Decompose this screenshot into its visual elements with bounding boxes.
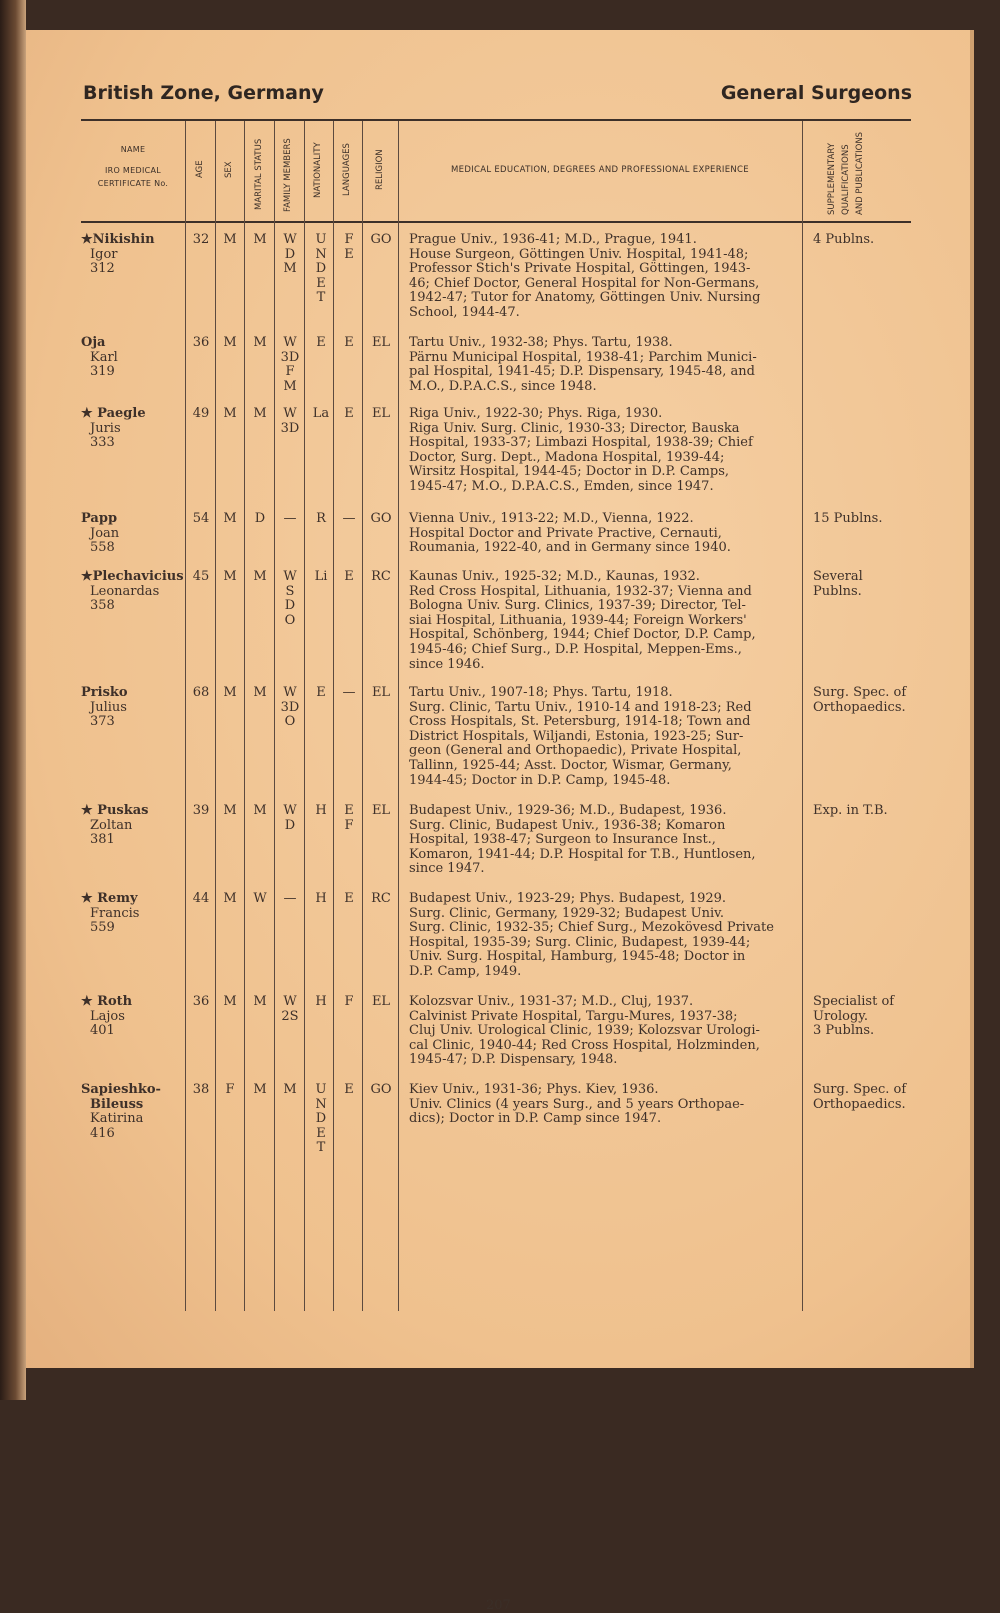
surname: ★Plechavicius — [81, 569, 184, 584]
age-cell: 49 — [192, 406, 210, 421]
education-line: Riga Univ., 1922-30; Phys. Riga, 1930. — [409, 406, 663, 421]
name-cell — [81, 570, 191, 614]
age-cell: 36 — [192, 335, 210, 350]
name-cell — [81, 336, 191, 380]
languages-cell — [337, 892, 361, 907]
col-divider — [802, 121, 803, 1311]
certificate-number: 401 — [90, 1023, 115, 1039]
education-line: House Surgeon, Göttingen Univ. Hospital, 1941-48; — [409, 246, 749, 262]
family-cell-line: W — [283, 335, 297, 350]
family-cell — [277, 570, 303, 628]
education-line: Prague Univ., 1936-41; M.D., Prague, 1941. — [409, 232, 697, 247]
col-divider — [362, 121, 363, 1311]
given-name: Katirina — [90, 1111, 144, 1127]
religion-cell: EL — [371, 803, 391, 818]
supplementary-line: 15 Publns. — [813, 511, 883, 526]
family-cell-line: 2S — [281, 1008, 299, 1024]
certificate-number: 381 — [90, 832, 115, 848]
education-line: Tartu Univ., 1907-18; Phys. Tartu, 1918. — [409, 685, 673, 700]
family-cell — [277, 804, 303, 833]
languages-cell-line: F — [344, 817, 354, 833]
education-line: M.O., D.P.A.C.S., since 1948. — [409, 378, 597, 394]
education-line: Komaron, 1941-44; D.P. Hospital for T.B., Huntlosen, — [409, 846, 756, 862]
col-head-family: FAMILY MEMBERS — [283, 138, 293, 212]
supplementary-line: Orthopaedics. — [813, 699, 906, 715]
page-number: 207 — [486, 1598, 511, 1613]
col-divider — [244, 121, 245, 1311]
certificate-number: 558 — [90, 540, 115, 556]
education-line: Cluj Univ. Urological Clinic, 1939; Kolozsvar Urologi- — [409, 1023, 760, 1039]
religion-cell: GO — [370, 511, 392, 526]
education-line: Kiev Univ., 1931-36; Phys. Kiev, 1936. — [409, 1082, 659, 1097]
surname-cont: Bileuss — [90, 1096, 144, 1112]
given-name: Juris — [90, 420, 121, 436]
family-cell-line: F — [285, 364, 295, 380]
languages-cell — [337, 995, 361, 1010]
sex-cell: M — [223, 232, 237, 247]
document-page — [26, 30, 974, 1613]
education-line: Wirsitz Hospital, 1944-45; Doctor in D.P. Camps, — [409, 464, 729, 480]
supplementary-cell — [813, 686, 923, 715]
family-cell-line: M — [283, 378, 297, 394]
supplementary-cell — [813, 233, 923, 248]
col-head-age: AGE — [195, 160, 205, 178]
nationality-cell — [308, 995, 334, 1010]
marital-cell: M — [253, 406, 267, 421]
supplementary-cell — [813, 512, 923, 527]
languages-cell-line: — — [342, 511, 356, 526]
family-cell-line: — — [283, 891, 297, 906]
age-cell: 54 — [192, 511, 210, 526]
marital-cell: M — [253, 569, 267, 584]
education-cell — [409, 336, 797, 394]
given-name: Joan — [90, 525, 120, 541]
surname: Prisko — [81, 685, 128, 700]
religion-cell: EL — [371, 335, 391, 350]
name-cell — [81, 892, 191, 936]
supplementary-cell — [813, 804, 923, 819]
education-line: Tallinn, 1925-44; Asst. Doctor, Wismar, Germany, — [409, 757, 732, 773]
languages-cell-line: E — [344, 569, 354, 584]
certificate-number: 333 — [90, 435, 115, 451]
name-cell — [81, 804, 191, 848]
col-head-marital: MARITAL STATUS — [254, 138, 264, 210]
col-head-supp-1: SUPPLEMENTARY — [827, 143, 837, 215]
languages-cell-line: — — [342, 685, 356, 700]
name-cell — [81, 1083, 191, 1141]
education-line: Riga Univ. Surg. Clinic, 1930-33; Director, Bauska — [409, 420, 740, 436]
age-cell: 32 — [192, 232, 210, 247]
education-line: 46; Chief Doctor, General Hospital for Non-Germans, — [409, 275, 760, 291]
nationality-cell-line: E — [316, 685, 326, 700]
col-head-nationality: NATIONALITY — [313, 142, 323, 198]
family-cell — [277, 686, 303, 730]
languages-cell — [337, 570, 361, 585]
nationality-cell — [308, 892, 334, 907]
religion-cell: EL — [371, 685, 391, 700]
family-cell — [277, 1083, 303, 1098]
nationality-cell-line: La — [312, 406, 330, 421]
nationality-cell — [308, 1083, 334, 1156]
family-cell-line: W — [283, 994, 297, 1009]
supplementary-line: 3 Publns. — [813, 1023, 875, 1039]
education-line: School, 1944-47. — [409, 304, 520, 320]
marital-cell: M — [253, 994, 267, 1009]
supplementary-line: Exp. in T.B. — [813, 803, 888, 818]
marital-cell: W — [253, 891, 267, 906]
education-line: since 1947. — [409, 861, 485, 877]
family-cell-line: W — [283, 803, 297, 818]
surname: ★ Puskas — [81, 803, 149, 818]
languages-cell — [337, 407, 361, 422]
education-line: Hospital, 1935-39; Surg. Clinic, Budapest, 1939-44; — [409, 934, 751, 950]
family-cell-line: M — [283, 1082, 297, 1097]
education-line: District Hospitals, Wiljandi, Estonia, 1923-25; Sur- — [409, 728, 744, 744]
family-cell-line: O — [284, 714, 296, 730]
given-name: Igor — [90, 246, 118, 262]
marital-cell: M — [253, 335, 267, 350]
sex-cell: M — [223, 335, 237, 350]
education-line: Hospital Doctor and Private Practive, Cernauti, — [409, 525, 722, 541]
education-cell — [409, 686, 797, 788]
nationality-cell-line: H — [315, 994, 327, 1009]
education-line: Surg. Clinic, Tartu Univ., 1910-14 and 1918-23; Red — [409, 699, 752, 715]
nationality-cell-line: H — [315, 891, 327, 906]
languages-cell — [337, 804, 361, 833]
name-cell — [81, 995, 191, 1039]
religion-cell: EL — [371, 406, 391, 421]
education-line: Kolozsvar Univ., 1931-37; M.D., Cluj, 1937. — [409, 994, 694, 1009]
marital-cell: M — [253, 232, 267, 247]
education-line: 1945-46; Chief Surg., D.P. Hospital, Meppen-Ems., — [409, 641, 742, 657]
given-name: Leonardas — [90, 583, 160, 599]
sex-cell: M — [223, 803, 237, 818]
family-cell-line: D — [284, 598, 296, 614]
nationality-cell-line: N — [315, 246, 327, 262]
col-head-religion: RELIGION — [375, 149, 385, 190]
certificate-number: 358 — [90, 598, 115, 614]
nationality-cell-line: E — [316, 275, 326, 291]
family-cell-line: 3D — [280, 420, 300, 436]
name-cell — [81, 233, 191, 277]
family-cell-line: S — [285, 583, 295, 599]
given-name: Francis — [90, 905, 140, 921]
given-name: Karl — [90, 349, 118, 365]
supplementary-line: Publns. — [813, 583, 862, 599]
nationality-cell-line: E — [316, 1125, 326, 1141]
sex-cell: M — [223, 406, 237, 421]
education-line: Budapest Univ., 1923-29; Phys. Budapest, 1929. — [409, 891, 727, 906]
education-line: pal Hospital, 1941-45; D.P. Dispensary, 1945-48, and — [409, 364, 755, 380]
certificate-number: 319 — [90, 364, 115, 380]
education-cell — [409, 512, 797, 556]
education-cell — [409, 407, 797, 495]
education-cell — [409, 570, 797, 672]
marital-cell: M — [253, 685, 267, 700]
family-cell — [277, 233, 303, 277]
family-cell-line: W — [283, 232, 297, 247]
education-line: Calvinist Private Hospital, Targu-Mures, 1937-38; — [409, 1008, 738, 1024]
col-head-name: NAME IRO MEDICAL CERTIFICATE No. — [97, 145, 169, 188]
languages-cell-line: E — [344, 246, 354, 262]
age-cell: 36 — [192, 994, 210, 1009]
nationality-cell-line: U — [315, 232, 327, 247]
marital-cell: M — [253, 803, 267, 818]
surname: Sapieshko- — [81, 1082, 161, 1097]
languages-cell-line: E — [344, 803, 354, 818]
education-cell — [409, 995, 797, 1068]
education-line: Hospital, 1938-47; Surgeon to Insurance Inst., — [409, 832, 716, 848]
education-line: dics); Doctor in D.P. Camp since 1947. — [409, 1111, 662, 1127]
nationality-cell-line: D — [315, 261, 327, 277]
sex-cell: M — [223, 891, 237, 906]
languages-cell-line: F — [344, 232, 354, 247]
religion-cell: RC — [371, 569, 391, 584]
certificate-number: 373 — [90, 714, 115, 730]
nationality-cell — [308, 512, 334, 527]
nationality-cell-line: N — [315, 1096, 327, 1112]
given-name: Julius — [90, 699, 127, 715]
religion-cell: GO — [370, 1082, 392, 1097]
surname: ★Nikishin — [81, 232, 155, 247]
religion-cell: GO — [370, 232, 392, 247]
col-divider — [274, 121, 275, 1311]
supplementary-line: Specialist of — [813, 994, 895, 1009]
nationality-cell-line: R — [316, 511, 326, 526]
family-cell-line: 3D — [280, 699, 300, 715]
nationality-cell — [308, 686, 334, 701]
header-section-title: General Surgeons — [720, 82, 912, 104]
education-line: 1945-47; D.P. Dispensary, 1948. — [409, 1052, 618, 1068]
family-cell-line: M — [283, 261, 297, 277]
education-line: D.P. Camp, 1949. — [409, 963, 522, 979]
family-cell — [277, 336, 303, 394]
sex-cell: M — [223, 685, 237, 700]
education-line: Tartu Univ., 1932-38; Phys. Tartu, 1938. — [409, 335, 673, 350]
languages-cell-line: E — [344, 891, 354, 906]
supplementary-line: Urology. — [813, 1008, 869, 1024]
family-cell — [277, 995, 303, 1024]
nationality-cell — [308, 804, 334, 819]
education-line: Hospital, 1933-37; Limbazi Hospital, 1938-39; Chief — [409, 435, 753, 451]
surname: ★ Paegle — [81, 406, 146, 421]
nationality-cell — [308, 570, 334, 585]
header-zone-title: British Zone, Germany — [83, 82, 324, 104]
languages-cell-line: E — [344, 406, 354, 421]
family-cell-line: W — [283, 406, 297, 421]
col-head-education: MEDICAL EDUCATION, DEGREES AND PROFESSIONAL EXPERIENCE — [451, 165, 749, 175]
family-cell-line: W — [283, 569, 297, 584]
education-line: Cross Hospitals, St. Petersburg, 1914-18; Town and — [409, 714, 751, 730]
marital-cell: D — [254, 511, 266, 526]
nationality-cell-line: Li — [314, 569, 328, 584]
supplementary-cell — [813, 570, 923, 599]
education-line: Surg. Clinic, Budapest Univ., 1936-38; Komaron — [409, 817, 726, 833]
education-line: Budapest Univ., 1929-36; M.D., Budapest, 1936. — [409, 803, 727, 818]
family-cell — [277, 407, 303, 436]
education-line: geon (General and Orthopaedic), Private Hospital, — [409, 743, 742, 759]
education-line: since 1946. — [409, 656, 485, 672]
education-line: Kaunas Univ., 1925-32; M.D., Kaunas, 1932. — [409, 569, 700, 584]
religion-cell: EL — [371, 994, 391, 1009]
sex-cell: M — [223, 994, 237, 1009]
nationality-cell-line: D — [315, 1111, 327, 1127]
supplementary-line: Several — [813, 569, 863, 584]
col-divider — [398, 121, 399, 1311]
education-line: 1944-45; Doctor in D.P. Camp, 1945-48. — [409, 772, 671, 788]
education-line: Surg. Clinic, Germany, 1929-32; Budapest Univ. — [409, 905, 725, 921]
surname: ★ Roth — [81, 994, 133, 1009]
education-line: Hospital, Schönberg, 1944; Chief Doctor, D.P. Camp, — [409, 627, 756, 643]
religion-cell: RC — [371, 891, 391, 906]
education-cell — [409, 804, 797, 877]
table-header-rule — [81, 221, 911, 223]
supplementary-cell — [813, 995, 923, 1039]
col-head-sex: SEX — [224, 161, 234, 178]
marital-cell: M — [253, 1082, 267, 1097]
col-divider — [304, 121, 305, 1311]
family-cell-line: — — [283, 511, 297, 526]
education-line: Doctor, Surg. Dept., Madona Hospital, 1939-44; — [409, 449, 725, 465]
sex-cell: F — [225, 1082, 235, 1097]
languages-cell — [337, 686, 361, 701]
surname: Oja — [81, 335, 106, 350]
col-divider — [215, 121, 216, 1311]
age-cell: 39 — [192, 803, 210, 818]
surname: Papp — [81, 511, 118, 526]
education-line: Vienna Univ., 1913-22; M.D., Vienna, 1922. — [409, 511, 694, 526]
age-cell: 68 — [192, 685, 210, 700]
education-cell — [409, 1083, 797, 1127]
certificate-number: 559 — [90, 920, 115, 936]
nationality-cell — [308, 336, 334, 351]
name-cell — [81, 686, 191, 730]
supplementary-line: Orthopaedics. — [813, 1096, 906, 1112]
supplementary-line: Surg. Spec. of — [813, 1082, 907, 1097]
nationality-cell — [308, 233, 334, 306]
name-cell — [81, 512, 191, 556]
languages-cell — [337, 512, 361, 527]
education-line: siai Hospital, Lithuania, 1939-44; Foreign Workers' — [409, 612, 747, 628]
languages-cell — [337, 233, 361, 262]
certificate-number: 416 — [90, 1125, 115, 1141]
education-line: Univ. Surg. Hospital, Hamburg, 1945-48; Doctor in — [409, 949, 746, 965]
age-cell: 44 — [192, 891, 210, 906]
supplementary-cell — [813, 1083, 923, 1112]
name-cell — [81, 407, 191, 451]
family-cell-line: W — [283, 685, 297, 700]
col-head-languages: LANGUAGES — [342, 143, 352, 196]
education-line: Red Cross Hospital, Lithuania, 1932-37; Vienna and — [409, 583, 752, 599]
languages-cell — [337, 336, 361, 351]
languages-cell-line: F — [344, 994, 354, 1009]
education-line: Univ. Clinics (4 years Surg., and 5 years Orthopae- — [409, 1096, 745, 1112]
nationality-cell-line: U — [315, 1082, 327, 1097]
education-cell — [409, 892, 797, 980]
certificate-number: 312 — [90, 261, 115, 277]
sex-cell: M — [223, 511, 237, 526]
education-line: Bologna Univ. Surg. Clinics, 1937-39; Director, Tel- — [409, 598, 746, 614]
col-head-supp-3: AND PUBLICATIONS — [855, 131, 865, 215]
supplementary-line: Surg. Spec. of — [813, 685, 907, 700]
languages-cell-line: E — [344, 1082, 354, 1097]
age-cell: 45 — [192, 569, 210, 584]
age-cell: 38 — [192, 1082, 210, 1097]
nationality-cell-line: T — [316, 290, 326, 306]
family-cell — [277, 892, 303, 907]
education-line: cal Clinic, 1940-44; Red Cross Hospital, Holzminden, — [409, 1037, 760, 1053]
nationality-cell — [308, 407, 334, 422]
nationality-cell-line: E — [316, 335, 326, 350]
education-line: Pärnu Municipal Hospital, 1938-41; Parchim Munici- — [409, 349, 757, 365]
education-line: 1945-47; M.O., D.P.A.C.S., Emden, since 1947. — [409, 478, 714, 494]
table-top-rule — [81, 119, 911, 121]
nationality-cell-line: T — [316, 1140, 326, 1156]
education-line: Professor Stich's Private Hospital, Göttingen, 1943- — [409, 261, 751, 277]
family-cell-line: O — [284, 612, 296, 628]
nationality-cell-line: H — [315, 803, 327, 818]
page-edge-shadow — [0, 0, 26, 1400]
education-line: Surg. Clinic, 1932-35; Chief Surg., Mezokövesd Private — [409, 920, 774, 936]
education-line: 1942-47; Tutor for Anatomy, Göttingen Univ. Nursing — [409, 290, 761, 306]
education-cell — [409, 233, 797, 321]
education-line: Roumania, 1922-40, and in Germany since 1940. — [409, 540, 731, 556]
family-cell-line: 3D — [280, 349, 300, 365]
languages-cell-line: E — [344, 335, 354, 350]
supplementary-line: 4 Publns. — [813, 232, 875, 247]
surname: ★ Remy — [81, 891, 138, 906]
languages-cell — [337, 1083, 361, 1098]
col-head-supp-2: QUALIFICATIONS — [841, 144, 851, 215]
family-cell — [277, 512, 303, 527]
given-name: Lajos — [90, 1008, 125, 1024]
given-name: Zoltan — [90, 817, 133, 833]
family-cell-line: D — [284, 246, 296, 262]
sex-cell: M — [223, 569, 237, 584]
family-cell-line: D — [284, 817, 296, 833]
